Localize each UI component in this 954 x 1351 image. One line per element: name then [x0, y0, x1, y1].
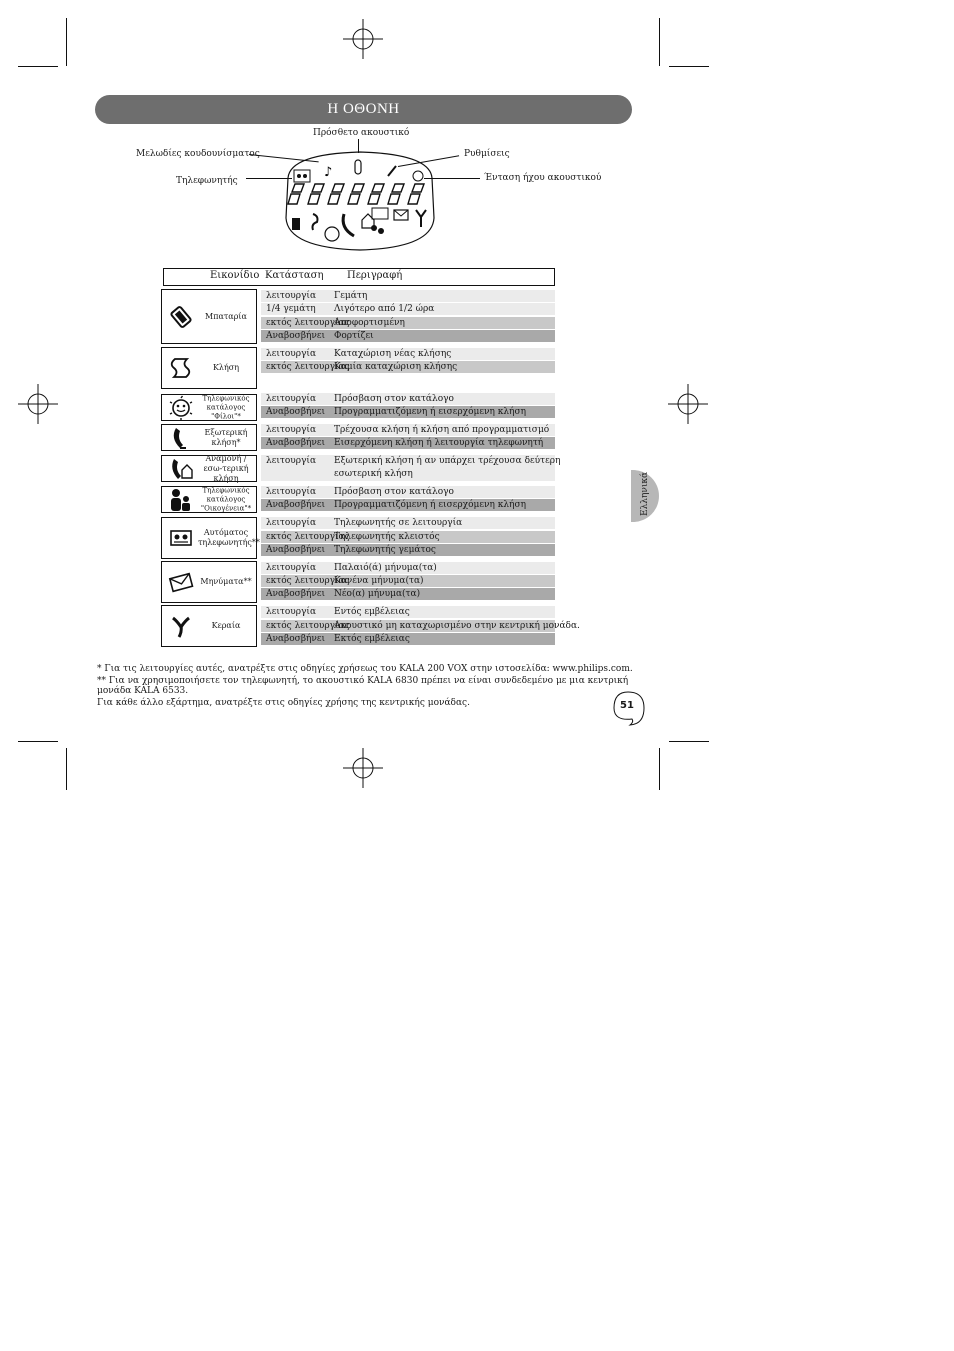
page-title-bar: [95, 95, 632, 124]
crop-mark: [669, 66, 709, 67]
hold-internal-call-icon: [168, 456, 194, 482]
table-row: εκτός λειτουργίας Ακουστικό μη καταχωρισμένο στην κεντρική μονάδα.: [261, 620, 555, 632]
battery-icon: [168, 304, 194, 330]
table-row: εκτός λειτουργίας Καμία καταχώριση κλήσης: [261, 361, 555, 373]
lcd-display-diagram: [280, 148, 440, 254]
family-phonebook-icon: [168, 487, 194, 513]
registration-mark-icon: [343, 19, 383, 59]
footnote: ** Για να χρησιμοποιήσετε τον τηλεφωνητή, το ακουστικό KALA 6830 πρέπει να είναι συνδεδεμένο με μια κεντρική: [97, 676, 629, 686]
table-row: λειτουργία Παλαιό(ά) μήνυμα(τα): [261, 562, 555, 574]
icon-cell-answering-machine: [161, 517, 260, 559]
registration-mark-icon: [668, 384, 708, 424]
table-row: εκτός λειτουργίας Αποφορτισμένη: [261, 317, 555, 329]
label-answering-machine: Τηλεφωνητής: [176, 176, 238, 186]
message-envelope-icon: [168, 569, 194, 595]
icon-cell-antenna: [161, 605, 257, 647]
footnote: Για κάθε άλλο εξάρτημα, ανατρέξτε στις οδηγίες χρήσης της κεντρικής μονάδας.: [97, 698, 470, 708]
icon-cell-friends: [161, 394, 257, 421]
icon-name: Εξωτερική κλήση*: [204, 427, 248, 447]
registration-mark-icon: [18, 384, 58, 424]
icon-name: Κεραία: [211, 621, 241, 630]
icon-cell-battery: [161, 289, 257, 344]
icon-name: Μπαταρία: [205, 311, 247, 321]
table-row: εκτός λειτουργίας Τηλεφωνητής κλειστός: [261, 531, 555, 543]
header-description: Περιγραφή: [347, 270, 403, 281]
label-ringer-melodies: Μελωδίες κουδουνίσματος: [136, 149, 260, 159]
crop-mark: [659, 748, 660, 790]
page-title: Η ΟΘΟΝΗ: [327, 101, 400, 117]
table-row: λειτουργία Πρόσβαση στον κατάλογο: [261, 393, 555, 405]
icon-name: Τηλεφωνικός κατάλογος "Φίλοι"*: [202, 394, 250, 420]
table-row: λειτουργία Τηλεφωνητής σε λειτουργία: [261, 517, 555, 529]
table-header: [163, 268, 555, 286]
header-icon: Εικονίδιο: [210, 270, 260, 281]
table-row: Αναβοσβήνει Νέο(α) μήνυμα(τα): [261, 588, 555, 600]
footnote: μονάδα KALA 6533.: [97, 686, 189, 696]
answering-machine-icon: [168, 525, 194, 551]
crop-mark: [18, 741, 58, 742]
table-row: λειτουργία Εντός εμβέλειας: [261, 606, 555, 618]
table-row: λειτουργία Γεμάτη: [261, 290, 555, 302]
call-log-icon: [168, 355, 194, 381]
antenna-icon: [168, 613, 194, 639]
icon-name: Αυτόματος τηλεφωνητής**: [198, 528, 260, 547]
friends-phonebook-icon: [168, 395, 194, 421]
icon-cell-messages: [161, 561, 257, 603]
footnote: * Για τις λειτουργίες αυτές, ανατρέξτε στις οδηγίες χρήσεως του KALA 200 VOX στην ιστοσελίδα: www.philips.com.: [97, 664, 633, 674]
table-row: Αναβοσβήνει Τηλεφωνητής γεμάτος: [261, 544, 555, 556]
svg-text:♪: ♪: [324, 165, 333, 180]
label-earpiece-volume: Ένταση ήχου ακουστικού: [484, 173, 602, 183]
table-row: Αναβοσβήνει Προγραμματιζόμενη ή εισερχόμενη κλήση: [261, 406, 555, 418]
crop-mark: [18, 66, 58, 67]
table-row: Αναβοσβήνει Προγραμματιζόμενη ή εισερχόμενη κλήση: [261, 499, 555, 511]
icon-cell-call: [161, 347, 257, 389]
icon-cell-external-call: [161, 424, 257, 451]
crop-mark: [659, 18, 660, 66]
icon-name: Κλήση: [212, 363, 240, 372]
table-row: λειτουργία Εξωτερική κλήση ή αν υπάρχει τρέχουσα δεύτερη εσωτερική κλήση: [261, 455, 555, 481]
table-row: λειτουργία Πρόσβαση στον κατάλογο: [261, 486, 555, 498]
table-row: εκτός λειτουργίας Κανένα μήνυμα(τα): [261, 575, 555, 587]
language-tab-label: Ελληνικά: [640, 471, 650, 516]
page-number: 51: [620, 700, 634, 711]
icon-cell-hold: [161, 455, 257, 482]
crop-mark: [66, 18, 67, 66]
table-row: 1/4 γεμάτη Λιγότερο από 1/2 ώρα: [261, 303, 555, 315]
label-extra-handset: Πρόσθετο ακουστικό: [313, 128, 410, 138]
table-row: λειτουργία Τρέχουσα κλήση ή κλήση από προγραμματισμό: [261, 424, 555, 436]
crop-mark: [669, 741, 709, 742]
table-row: Αναβοσβήνει Εισερχόμενη κλήση ή λειτουργία τηλεφωνητή: [261, 437, 555, 449]
icon-name: Τηλεφωνικός κατάλογος "Οικογένεια"*: [200, 486, 252, 512]
header-state: Κατάσταση: [265, 270, 324, 281]
table-row: λειτουργία Καταχώριση νέας κλήσης: [261, 348, 555, 360]
registration-mark-icon: [343, 748, 383, 788]
label-settings: Ρυθμίσεις: [464, 149, 510, 159]
external-call-icon: [168, 425, 194, 451]
icon-name: Μηνύματα**: [200, 577, 252, 586]
crop-mark: [66, 748, 67, 790]
table-row: Αναβοσβήνει Φορτίζει: [261, 330, 555, 342]
icon-name: Αναμονή /εσω-τερική κλήση: [203, 453, 249, 483]
language-tab: [631, 470, 659, 522]
table-row: Αναβοσβήνει Εκτός εμβέλειας: [261, 633, 555, 645]
icon-cell-family: [161, 486, 257, 513]
